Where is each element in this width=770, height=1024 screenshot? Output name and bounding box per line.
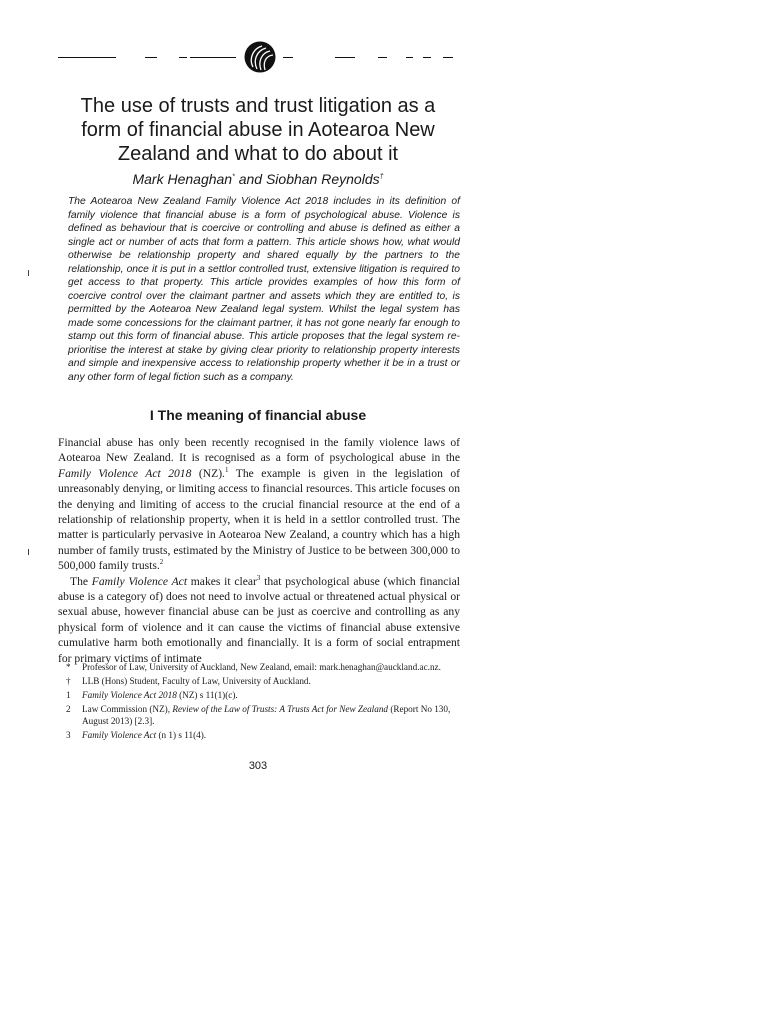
- article-title: The use of trusts and trust litigation as a form of financial abuse in Aotearoa New Zealand and what to do about it: [80, 95, 436, 165]
- footnote-citation: Review of the Law of Trusts: A Trusts Act for New Zealand: [172, 704, 389, 715]
- margin-mark: [28, 270, 29, 276]
- text-run: Financial abuse has only been recently recognised in the family violence laws of Aotearoa New Zealand. It is recognised as a form of psychological abuse in the: [58, 436, 460, 465]
- footnote-mark: 3: [66, 729, 71, 740]
- footnote: [66, 730, 460, 742]
- footnote-text: (Report No 130, August 2013) [2.3].: [82, 704, 451, 726]
- ornament-dash: [423, 57, 431, 58]
- ornament-dash: [283, 57, 293, 58]
- page-number: 303: [248, 760, 268, 772]
- footnote-text: LLB (Hons) Student, Faculty of Law, University of Auckland.: [82, 676, 311, 687]
- footnote-mark: 1: [66, 690, 71, 701]
- author-footnote-mark[interactable]: †: [379, 173, 384, 181]
- swirl-logo-icon: [243, 40, 277, 74]
- text-run: The: [70, 574, 92, 588]
- abstract: The Aotearoa New Zealand Family Violence Act 2018 includes in its definition of family violence that financial abuse is a form of psychological abuse. Violence is defined as behaviour that is coercive or controlling and abuse is defined as either a single act or number of acts that form a pattern. This article shows how, what would otherwise be relationship property and shared equally by the partners to the relationship, once it is put in a settlor controlled trust, extensive litigation is required to get access to that property. This article provides examples of how this form of coercive control over the claimant partner and assets which they are entitled to, is permitted by the Aotearoa New Zealand legal system. Whilst the legal system has made some concessions for the claimant partner, it has not gone nearly far enough to stamp out this form of financial abuse. This article proposes that the legal system re-prioritise the interest at stake by giving clear priority to relationship property interests and simple and inexpensive access to relationship property whether it be in a trust or any other form of legal fiction such as a company.: [68, 196, 460, 383]
- footnotes: [66, 662, 460, 744]
- ornament-dash: [335, 57, 355, 58]
- body-paragraph: [58, 574, 460, 666]
- footnote-ref[interactable]: 3: [256, 573, 261, 582]
- author-name: Mark Henaghan: [132, 171, 233, 187]
- footnote: [66, 690, 460, 702]
- ornament-dash: [179, 57, 187, 58]
- footnote-ref[interactable]: 2: [159, 558, 164, 567]
- footnote-text: (n 1) s 11(4).: [156, 729, 207, 740]
- author-name: Siobhan Reynolds: [265, 171, 380, 187]
- footnote: [66, 676, 460, 688]
- author-joiner: and: [234, 171, 266, 187]
- footnote-ref[interactable]: 1: [224, 465, 229, 474]
- footnote-text: (NZ) s 11(1)(c).: [176, 690, 238, 701]
- body-paragraph: [58, 435, 460, 574]
- text-run: that psychological abuse (which financial abuse is a category of) does not need to involve actual or threatened actual physical or sexual abuse, however financial abuse can be just as coercive and controlling as any physical form of violence and it can cause the victims of financial abuse extensive cumulative harm both emotionally and financially. It is a form of social entrapment for primary victims of intimate: [58, 574, 460, 665]
- footnote-mark: *: [66, 662, 71, 672]
- ornament-dash: [58, 57, 116, 58]
- footnote: [66, 662, 460, 674]
- body-text: [58, 435, 460, 666]
- ornament-dash: [190, 57, 236, 58]
- text-run: makes it clear: [187, 574, 257, 588]
- footnote-text: Law Commission (NZ),: [82, 704, 173, 715]
- ornament-dash: [443, 57, 453, 58]
- ornament-dash: [378, 57, 387, 58]
- footnote: [66, 704, 460, 727]
- ornament-dash: [406, 57, 413, 58]
- footnote-citation: Family Violence Act: [82, 729, 157, 740]
- author-line: [58, 171, 458, 187]
- author-footnote-mark[interactable]: *: [232, 173, 235, 181]
- footnote-citation: Family Violence Act 2018: [82, 690, 177, 701]
- margin-mark: [28, 549, 29, 555]
- footnote-mark: †: [66, 676, 71, 687]
- act-citation: Family Violence Act 2018: [58, 466, 192, 480]
- section-heading: I The meaning of financial abuse: [149, 407, 367, 423]
- act-citation: Family Violence Act: [91, 574, 188, 588]
- text-run: (NZ).: [191, 466, 225, 480]
- header-ornament: [0, 38, 770, 78]
- ornament-dash: [145, 57, 157, 58]
- footnote-mark: 2: [66, 704, 71, 715]
- footnote-text: Professor of Law, University of Auckland, New Zealand, email: mark.henaghan@auckland.ac.nz.: [82, 662, 441, 672]
- text-run: The example is given in the legislation of unreasonably denying, or limiting access to financial resources. This article focuses on the denying and limiting of access to the crucial financial resource at the end of a relationship of relationship property, when it is held in a settlor controlled trust. The matter is particularly pervasive in Aotearoa New Zealand, a country which has a high number of family trusts, estimated by the Ministry of Justice to be between 300,000 to 500,000 family trusts.: [58, 466, 461, 573]
